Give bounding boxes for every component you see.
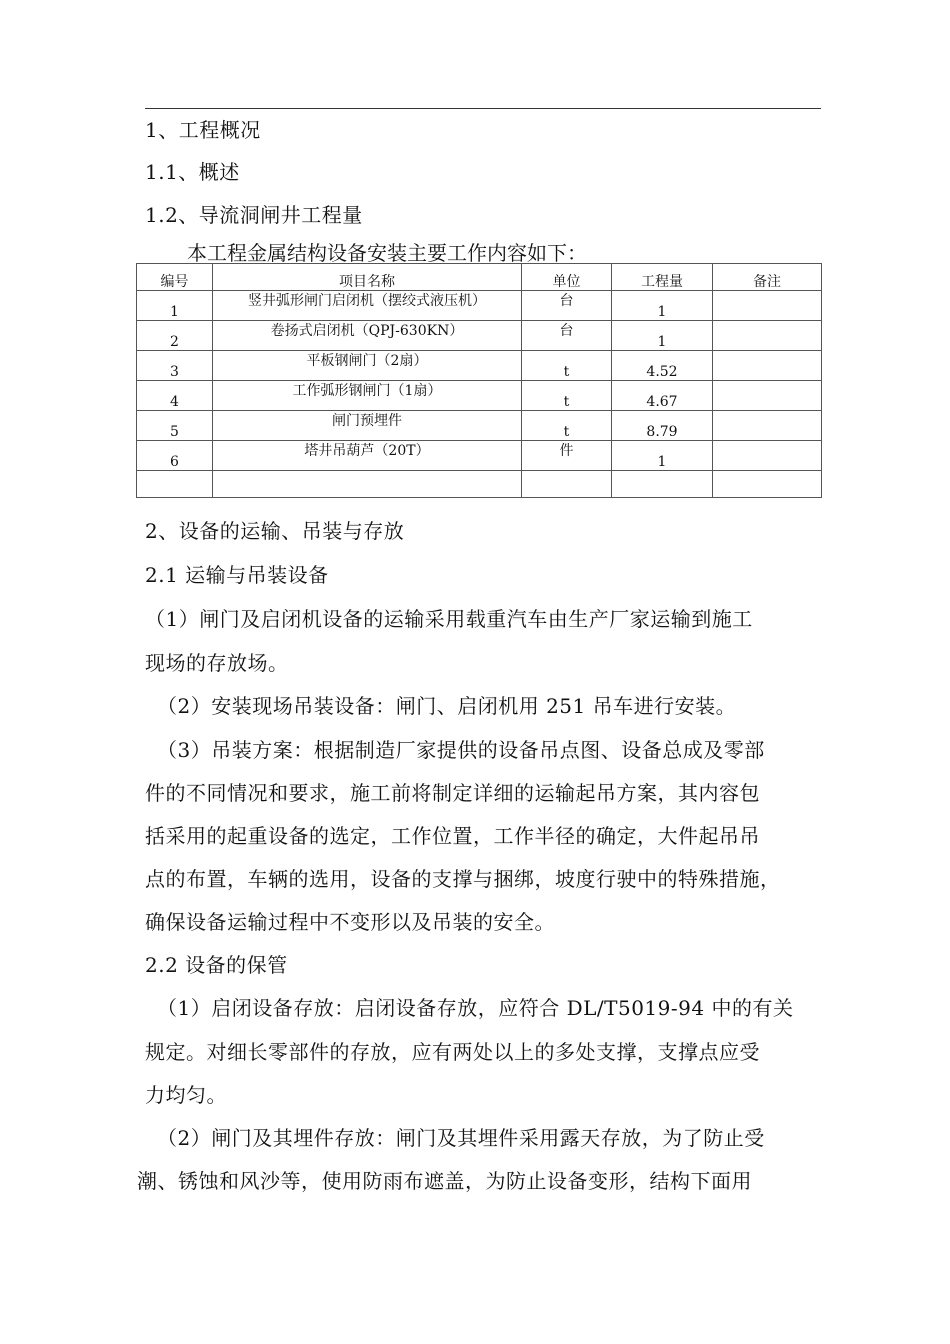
table-row (137, 291, 822, 321)
cell-item-name: 工作弧形钢闸门（1扇） (213, 381, 522, 411)
cell-quantity: 4.52 (612, 351, 713, 381)
table-row (137, 471, 822, 498)
table-row (137, 321, 822, 351)
cell-unit: 件 (522, 441, 612, 471)
header-item-name: 项目名称 (213, 264, 522, 291)
cell-quantity (612, 471, 713, 498)
cell-quantity: 1 (612, 441, 713, 471)
header-quantity: 工程量 (612, 264, 713, 291)
section-heading-2-1: 2.1 运输与吊装设备 (145, 563, 329, 587)
section-heading-2-2: 2.2 设备的保管 (145, 953, 288, 977)
table-row (137, 411, 822, 441)
paragraph-line: （2）闸门及其埋件存放：闸门及其埋件采用露天存放，为了防止受 (157, 1126, 765, 1150)
cell-unit: t (522, 351, 612, 381)
cell-item-name: 闸门预埋件 (213, 411, 522, 441)
cell-quantity: 1 (612, 291, 713, 321)
paragraph-line: 点的布置，车辆的选用，设备的支撑与捆绑，坡度行驶中的特殊措施， (145, 867, 781, 891)
cell-number: 3 (137, 351, 213, 381)
table-row (137, 441, 822, 471)
section-heading-2: 2、设备的运输、吊装与存放 (145, 519, 405, 543)
section-heading-1: 1、工程概况 (145, 118, 261, 142)
cell-remarks (713, 291, 822, 321)
cell-item-name: 卷扬式启闭机（QPJ-630KN） (213, 321, 522, 351)
paragraph-line: 确保设备运输过程中不变形以及吊装的安全。 (145, 910, 555, 934)
cell-number: 2 (137, 321, 213, 351)
header-number: 编号 (137, 264, 213, 291)
cell-item-name: 平板钢闸门（2扇） (213, 351, 522, 381)
table-row (137, 351, 822, 381)
cell-remarks (713, 411, 822, 441)
cell-remarks (713, 471, 822, 498)
header-unit: 单位 (522, 264, 612, 291)
header-rule (145, 108, 821, 109)
paragraph-line: 潮、锈蚀和风沙等，使用防雨布遮盖，为防止设备变形，结构下面用 (137, 1169, 752, 1193)
section-heading-1-1: 1.1、概述 (145, 160, 240, 184)
cell-item-name (213, 471, 522, 498)
paragraph-line: （1）闸门及启闭机设备的运输采用载重汽车由生产厂家运输到施工 (145, 607, 753, 631)
work-quantity-table (136, 263, 822, 498)
cell-unit: t (522, 381, 612, 411)
paragraph-line: （3）吊装方案：根据制造厂家提供的设备吊点图、设备总成及零部 (157, 738, 765, 762)
cell-quantity: 1 (612, 321, 713, 351)
table-intro-text: 本工程金属结构设备安装主要工作内容如下： (187, 241, 587, 265)
cell-unit: 台 (522, 291, 612, 321)
cell-number: 5 (137, 411, 213, 441)
cell-remarks (713, 321, 822, 351)
cell-quantity: 8.79 (612, 411, 713, 441)
cell-quantity: 4.67 (612, 381, 713, 411)
paragraph-line: 现场的存放场。 (145, 651, 289, 675)
cell-number (137, 471, 213, 498)
cell-unit (522, 471, 612, 498)
cell-unit: t (522, 411, 612, 441)
table-header-row (137, 264, 822, 291)
paragraph-line: 力均匀。 (145, 1083, 227, 1107)
cell-remarks (713, 381, 822, 411)
cell-remarks (713, 441, 822, 471)
paragraph-line: （1）启闭设备存放：启闭设备存放，应符合 DL/T5019-94 中的有关 (157, 996, 794, 1020)
paragraph-line: （2）安装现场吊装设备：闸门、启闭机用 251 吊车进行安装。 (157, 694, 737, 718)
table-row (137, 381, 822, 411)
cell-remarks (713, 351, 822, 381)
cell-number: 1 (137, 291, 213, 321)
section-heading-1-2: 1.2、导流洞闸井工程量 (145, 203, 363, 227)
cell-number: 4 (137, 381, 213, 411)
paragraph-line: 括采用的起重设备的选定，工作位置，工作半径的确定，大件起吊吊 (145, 824, 760, 848)
cell-unit: 台 (522, 321, 612, 351)
header-remarks: 备注 (713, 264, 822, 291)
cell-item-name: 塔井吊葫芦（20T） (213, 441, 522, 471)
cell-number: 6 (137, 441, 213, 471)
paragraph-line: 规定。对细长零部件的存放，应有两处以上的多处支撑，支撑点应受 (145, 1040, 760, 1064)
cell-item-name: 竖井弧形闸门启闭机（摆绞式液压机） (213, 291, 522, 321)
paragraph-line: 件的不同情况和要求，施工前将制定详细的运输起吊方案，其内容包 (145, 781, 760, 805)
